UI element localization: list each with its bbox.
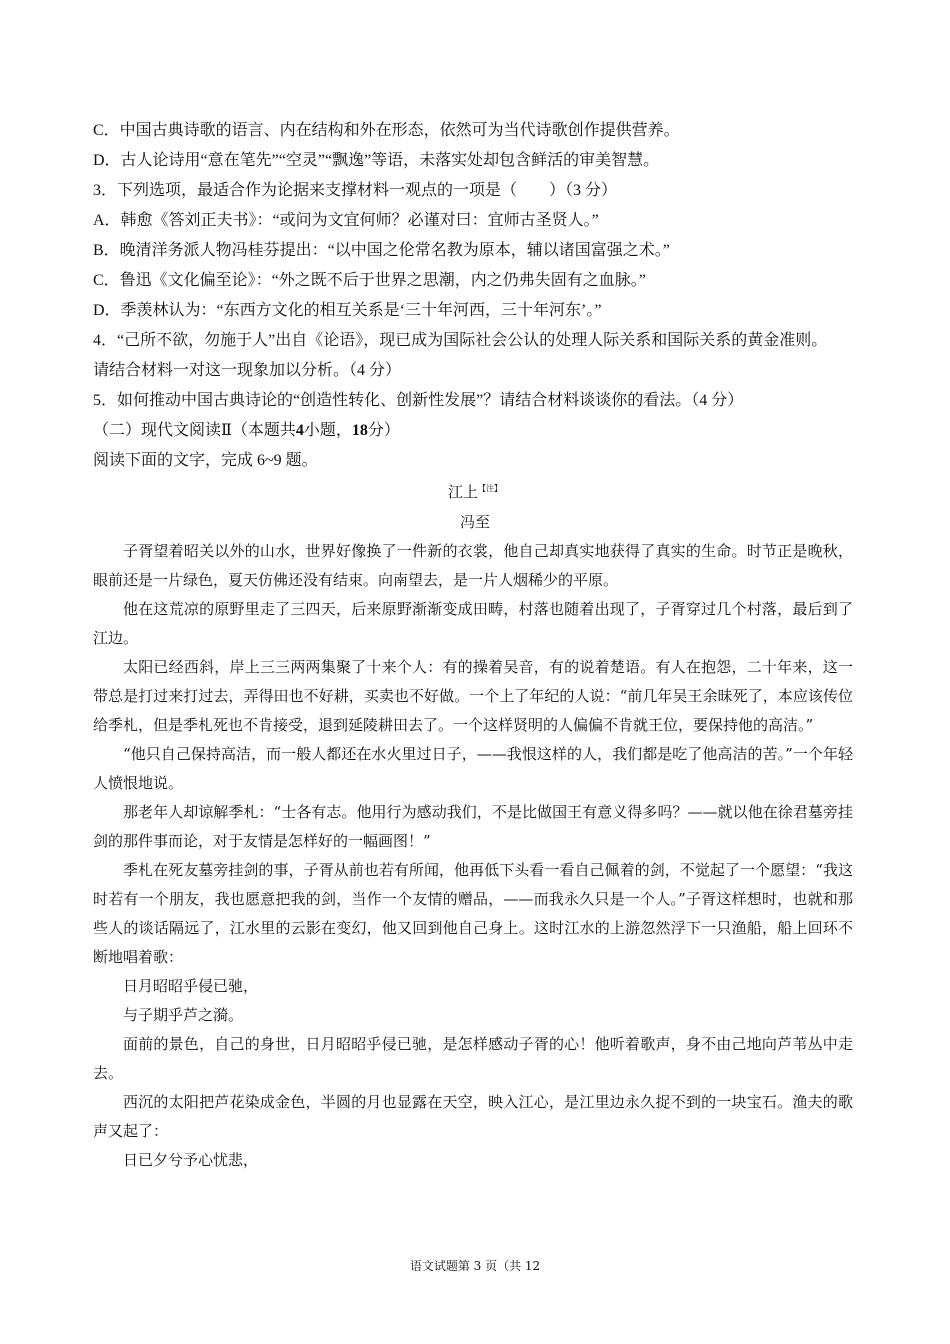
story-title: 江上 xyxy=(447,483,478,501)
section-count: 4 xyxy=(295,422,304,439)
story-paragraph: “他只自己保持高洁，而一般人都还在水火里过日子，——我恨这样的人，我们都是吃了他高洁的苦。”一个年轻人愤恨地说。 xyxy=(93,745,853,792)
section-heading xyxy=(93,421,400,441)
question-3-option-c: C．鲁迅《文化偏至论》：“外之既不后于世界之思潮，内之仍弗失固有之血脉。” xyxy=(93,272,646,289)
question-4-line2: 请结合材料一对这一现象加以分析。（4 分） xyxy=(93,362,402,379)
story-paragraph: 西沉的太阳把芦花染成金色，半圆的月也显露在天空，映入江心，是江里边永久捉不到的一块宝石。渔夫的歌声又起了： xyxy=(93,1093,853,1140)
section-score: 18 xyxy=(351,422,368,439)
story-paragraph: 他在这荒凉的原野里走了三四天，后来原野渐渐变成田畴，村落也随着出现了，子胥穿过几个村落，最后到了江边。 xyxy=(93,600,853,647)
story-verse: 日月昭昭乎侵已驰， xyxy=(123,977,259,995)
section-prefix: （二）现代文阅读Ⅱ（本题共 xyxy=(93,422,296,439)
option-c-part2: C．中国古典诗歌的语言、内在结构和外在形态，依然可为当代诗歌创作提供营养。 xyxy=(93,122,680,139)
story-paragraph: 那老年人却谅解季札：“士各有志。他用行为感动我们，不是比做国王有意义得多吗？——就以他在徐君墓旁挂剑的那件事而论，对于友情是怎样好的一幅画图！” xyxy=(93,803,853,850)
story-paragraph: 子胥望着昭关以外的山水，世界好像换了一件新的衣裳，他自己却真实地获得了真实的生命。时节正是晚秋，眼前还是一片绿色，夏天仿佛还没有结束。向南望去，是一片人烟稀少的平原。 xyxy=(93,542,853,589)
story-title-line xyxy=(0,481,950,502)
page-footer: 语文试题第 3 页（共 12 xyxy=(409,1259,541,1273)
story-paragraph: 面前的景色，自己的身世，日月昭昭乎侵已驰，是怎样感动子胥的心！他听着歌声，身不由己地向芦苇丛中走去。 xyxy=(93,1035,853,1082)
story-title-note: 【注】 xyxy=(478,484,502,493)
question-3-stem: 3．下列选项，最适合作为论据来支撑材料一观点的一项是（ ）（3 分） xyxy=(93,182,618,199)
story-body xyxy=(93,537,853,1175)
story-verse: 与子期乎芦之漪。 xyxy=(123,1006,244,1024)
question-5: 5．如何推动中国古典诗论的“创造性转化、创新性发展”？请结合材料谈谈你的看法。（4 分） xyxy=(93,392,744,409)
question-3-option-d: D．季羡林认为：“东西方文化的相互关系是‘三十年河西，三十年河东’。” xyxy=(93,302,602,319)
story-verse: 日已夕兮予心忧悲， xyxy=(123,1151,259,1169)
story-paragraph: 季札在死友墓旁挂剑的事，子胥从前也若有所闻，他再低下头看一看自己佩着的剑，不觉起了一个愿望：“我这时若有一个朋友，我也愿意把我的剑，当作一个友情的赠品，——而我永久只是一个人。”子胥这样想时，也就和那些人的谈话隔远了，江水里的云影在变幻，他又回到他自己身上。这时江水的上游忽然浮下一只渔船，船上回环不断地唱着歌： xyxy=(93,861,853,966)
story-paragraph: 太阳已经西斜，岸上三三两两集聚了十来个人：有的操着吴音，有的说着楚语。有人在抱怨，二十年来，这一带总是打过来打过去，弄得田也不好耕，买卖也不好做。一个上了年纪的人说：“前几年吴王余昧死了，本应该传位给季札，但是季札死也不肯接受，退到延陵耕田去了。一个这样贤明的人偏偏不肯就王位，要保持他的高洁。” xyxy=(93,658,853,734)
section-instruction: 阅读下面的文字，完成 6~9 题。 xyxy=(93,452,318,469)
section-suffix: 分） xyxy=(367,422,400,439)
option-d-part2: D．古人论诗用“意在笔先”“空灵”“飘逸”等语，未落实处却包含鲜活的审美智慧。 xyxy=(93,152,660,169)
question-3-option-b: B．晚清洋务派人物冯桂芬提出：“以中国之伦常名教为原本，辅以诸国富强之术。” xyxy=(93,242,670,259)
question-4-line1: 4．“己所不欲，勿施于人”出自《论语》，现已成为国际社会公认的处理人际关系和国际关系的黄金准则。 xyxy=(93,332,828,349)
section-mid: 小题， xyxy=(303,422,352,439)
question-3-option-a: A．韩愈《答刘正夫书》：“或问为文宜何师？必谨对曰：宜师古圣贤人。” xyxy=(93,212,599,229)
story-author: 冯至 xyxy=(459,513,490,531)
